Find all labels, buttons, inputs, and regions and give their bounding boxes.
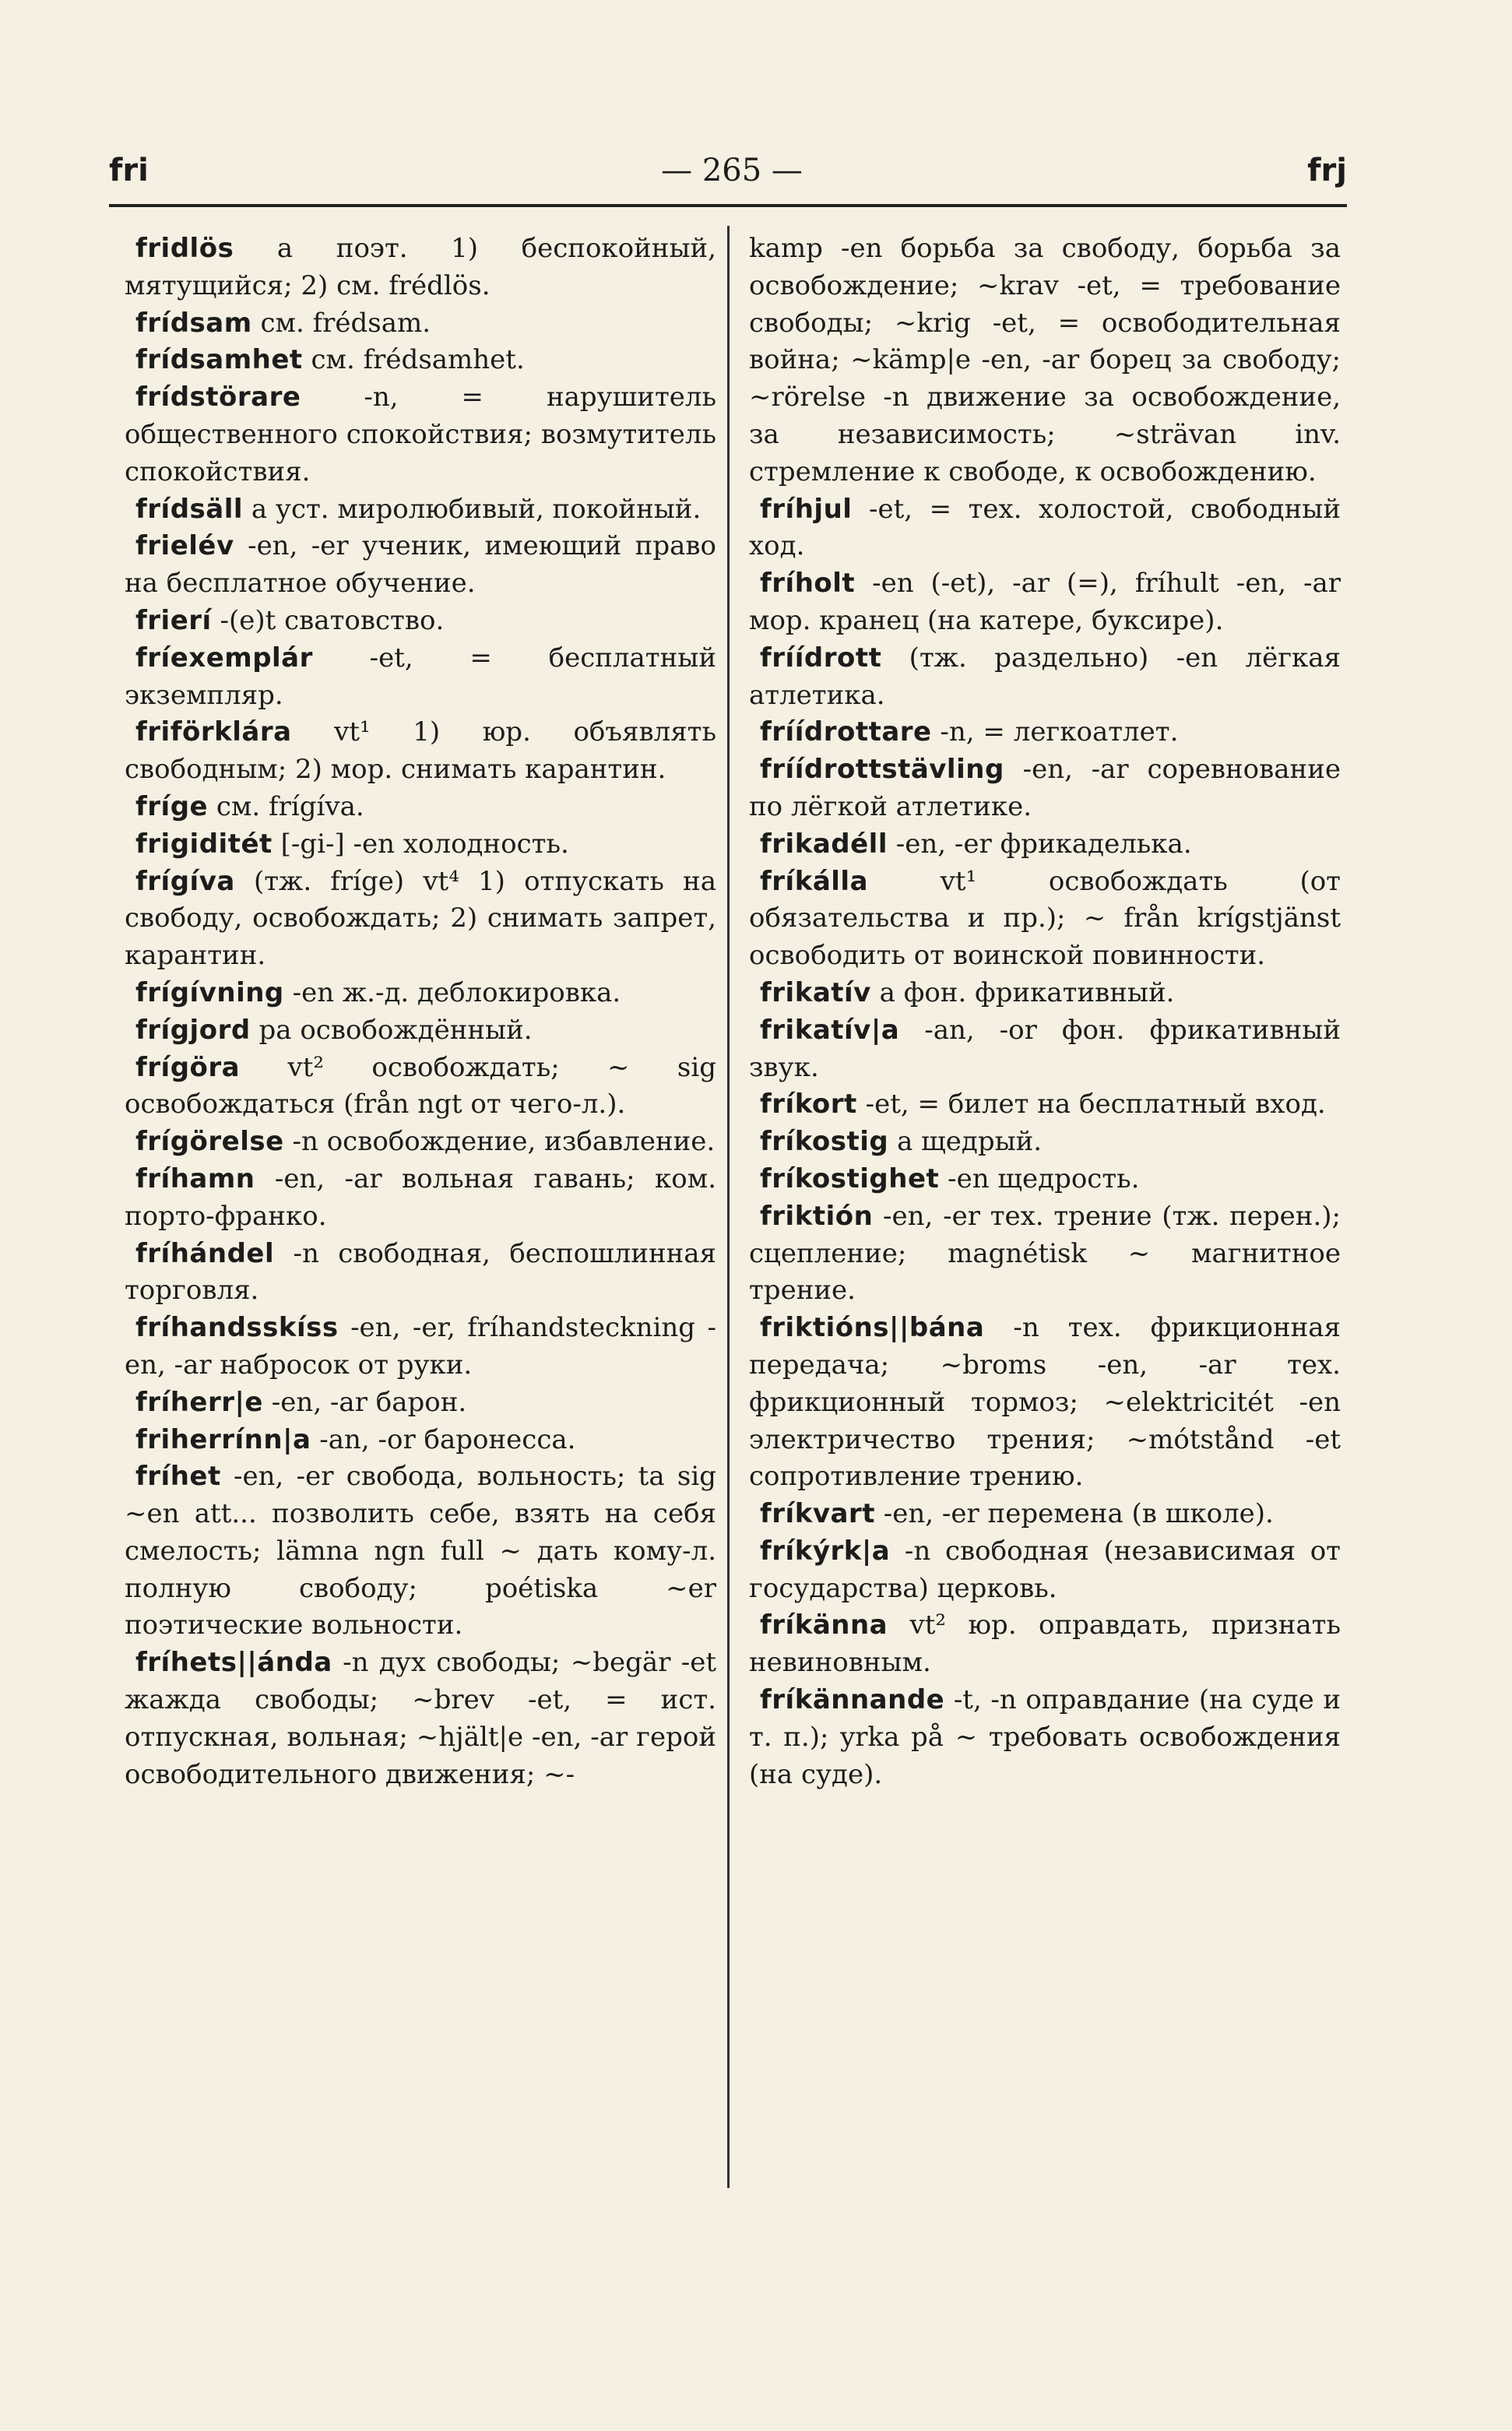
dictionary-entry (125, 342, 716, 379)
column-divider (727, 226, 730, 2188)
entry-definition: vt¹ освобождать (от обязательства и пр.); ~ från krígstjänst освободить от воинской повинности. (749, 865, 1341, 972)
entry-headword: frídstörare (135, 382, 301, 413)
entry-definition: -et, = бесплатный экземпляр. (125, 642, 716, 711)
entry-definition: (тж. раздельно) -en лёгкая атлетика. (749, 642, 1341, 711)
page-number: — 265 — (661, 153, 803, 188)
entry-definition: a щедрый. (888, 1126, 1043, 1158)
entry-headword: fríkännande (760, 1684, 945, 1716)
dictionary-entry (749, 230, 1341, 491)
dictionary-entry (125, 1422, 716, 1459)
entry-definition: -et, = тех. холостой, свободный ход. (749, 493, 1341, 562)
dictionary-entry (749, 864, 1341, 975)
dictionary-entry (749, 1124, 1341, 1161)
dictionary-entry (125, 1310, 716, 1384)
entry-definition: -en, -ar вольная гавань; ком. порто-франко. (125, 1163, 716, 1232)
entry-definition: -et, = билет на бесплатный вход. (856, 1089, 1326, 1121)
entry-headword: fríkýrk|a (760, 1535, 891, 1567)
entry-headword: frikadéll (760, 828, 888, 860)
dictionary-entry (749, 565, 1341, 640)
entry-definition: -n свободная, беспошлинная торговля. (125, 1237, 716, 1307)
dictionary-entry (749, 1198, 1341, 1310)
entry-definition: -en, -ar барон. (263, 1386, 467, 1418)
entry-definition: -n, = легкоатлет. (931, 716, 1179, 748)
dictionary-entry (749, 1012, 1341, 1087)
entry-headword: fríge (135, 790, 209, 822)
entry-definition: -n освобождение, избавление. (283, 1126, 716, 1158)
entry-definition: -en, -er ученик, имеющий право на бесплатное обучение. (125, 530, 716, 600)
entry-headword: frielév (135, 530, 234, 562)
entry-definition: vt¹ 1) юр. объявлять свободным; 2) мор. снимать карантин. (125, 716, 716, 786)
entry-definition: -en, -er фрикаделька. (887, 828, 1192, 860)
dictionary-entry (125, 379, 716, 491)
entry-definition: см. frédsamhet. (302, 344, 525, 376)
entry-definition: -en, -ar соревнование по лёгкой атлетике. (749, 754, 1341, 822)
dictionary-entry (125, 789, 716, 826)
dictionary-entry (749, 1161, 1341, 1198)
dictionary-entry (749, 714, 1341, 751)
entry-headword: fríkostig (760, 1126, 889, 1158)
dictionary-entry (125, 603, 716, 640)
dictionary-entry (125, 714, 716, 789)
entry-headword: fríkostighet (760, 1163, 940, 1194)
entry-headword: frídsamhet (135, 344, 303, 376)
entry-headword: fríídrott (760, 642, 882, 674)
entry-definition: -(e)t сватовство. (211, 604, 445, 636)
entry-headword: frídsäll (135, 493, 244, 525)
entry-definition: -t, -n оправдание (на суде и т. п.); yrka på ~ требовать освобождения (на суде). (749, 1684, 1341, 1790)
entry-definition: -en, -er тех. трение (тж. перен.); сцепление; magnétisk ~ магнитное трение. (749, 1200, 1341, 1307)
entry-definition: a уст. миролюбивый, покойный. (243, 493, 701, 525)
left-column (125, 230, 716, 1793)
entry-headword: frigiditét (135, 828, 273, 860)
entry-headword: frígjord (135, 1014, 251, 1046)
entry-headword: fríexemplár (135, 642, 313, 674)
dictionary-entry (125, 975, 716, 1012)
entry-headword: fríhjul (760, 493, 853, 525)
entry-headword: fríkálla (760, 865, 869, 897)
entry-definition: -an, -or баронесса. (311, 1423, 576, 1455)
entry-headword: friherrínn|a (135, 1423, 311, 1455)
entry-headword: fríkvart (760, 1498, 875, 1530)
entry-definition: -n тех. фрикционная передача; ~broms -en, -ar тех. фрикционный тормоз; ~elektricitét -en электричество трения; ~mótstånd -et сопротивление трению. (749, 1312, 1341, 1493)
entry-definition: -en (-et), -ar (=), fríhult -en, -ar мор. кранец (на катере, буксире). (749, 568, 1341, 636)
dictionary-entry (125, 1012, 716, 1050)
entry-definition: -en, -er свобода, вольность; ta sig ~en att... позволить себе, взять на себя смелость; lämna ngn full ~ дать кому-л. полную свободу; poétiska ~er поэтические вольности. (125, 1461, 716, 1641)
entry-headword: fríholt (760, 568, 856, 600)
dictionary-entry (749, 1607, 1341, 1682)
entry-definition: -en, -er, fríhandsteckning -en, -ar набросок от руки. (125, 1312, 716, 1381)
entry-headword: frígörelse (135, 1126, 284, 1158)
dictionary-entry (749, 751, 1341, 826)
dictionary-entry (125, 305, 716, 343)
entry-headword: fríhándel (135, 1237, 275, 1269)
guide-word-right: frj (1307, 153, 1347, 188)
page-header (109, 153, 1347, 199)
entry-headword: friktións||bána (760, 1312, 985, 1344)
dictionary-entry (125, 1236, 716, 1310)
guide-word-left: fri (109, 153, 149, 188)
dictionary-entry (125, 1161, 716, 1236)
entry-headword: fridlös (135, 233, 234, 264)
dictionary-entry (749, 1533, 1341, 1608)
entry-definition: -en, -er перемена (в школе). (874, 1498, 1274, 1530)
dictionary-entry (125, 528, 716, 603)
entry-headword: fríídrottare (760, 716, 932, 748)
dictionary-entry (125, 640, 716, 715)
entry-headword: friförklára (135, 716, 292, 748)
entry-headword: fríherr|e (135, 1386, 263, 1418)
entry-definition: -an, -or фон. фрикативный звук. (749, 1014, 1341, 1083)
dictionary-entry (125, 1645, 716, 1793)
entry-headword: frikatív|a (760, 1014, 900, 1046)
entry-headword: frígíva (135, 865, 235, 897)
entry-definition: pa освобождённый. (250, 1014, 533, 1046)
entry-headword: fríhandsskíss (135, 1312, 339, 1344)
dictionary-entry (125, 491, 716, 529)
entry-headword: frígöra (135, 1051, 241, 1083)
header-rule (109, 204, 1347, 207)
entry-headword: friktión (760, 1200, 874, 1232)
dictionary-entry (749, 640, 1341, 715)
entry-definition: [-gi-] -en холодность. (272, 828, 569, 860)
dictionary-entry (749, 1086, 1341, 1124)
entry-definition: см. frédsam. (251, 307, 431, 339)
entry-headword: fríkänna (760, 1610, 888, 1641)
entry-definition: a фон. фрикативный. (870, 976, 1175, 1008)
entry-definition: kamp -en борьба за свободу, борьба за освобождение; ~krav -et, = требование свободы; ~krig -et, = освободительная война; ~kämp|e -en, -ar борец за свободу; ~rörelse -n движение за освобождение, за независимость; ~strävan inv. стремление к свободе, к освобождению. (749, 233, 1341, 487)
dictionary-entry (749, 1496, 1341, 1533)
entry-definition: см. frígíva. (208, 790, 364, 822)
entry-definition: (тж. fríge) vt⁴ 1) отпускать на свободу, освобождать; 2) снимать запрет, карантин. (125, 865, 716, 972)
dictionary-entry (125, 1050, 716, 1124)
entry-definition: -en щедрость. (939, 1163, 1140, 1194)
entry-definition: -en ж.-д. деблокировка. (283, 976, 621, 1008)
entry-headword: frikatív (760, 976, 871, 1008)
entry-headword: fríhamn (135, 1163, 255, 1194)
dictionary-entry (749, 826, 1341, 864)
entry-definition: -n, = нарушитель общественного спокойствия; возмутитель спокойствия. (125, 382, 716, 487)
dictionary-entry (125, 1458, 716, 1645)
entry-headword: frídsam (135, 307, 252, 339)
right-column (749, 230, 1341, 1793)
entry-headword: fríkort (760, 1089, 857, 1121)
entry-definition: a поэт. 1) беспокойный, мятущийся; 2) см. frédlös. (125, 233, 716, 301)
dictionary-entry (125, 1124, 716, 1161)
entry-definition: vt² освобождать; ~ sig освобождаться (från ngt от чего-л.). (125, 1051, 716, 1121)
dictionary-entry (125, 826, 716, 864)
dictionary-entry (125, 1384, 716, 1422)
dictionary-entry (749, 491, 1341, 566)
entry-headword: fríhet (135, 1461, 221, 1493)
entry-headword: fríídrottstävling (760, 754, 1004, 786)
entry-definition: vt² юр. оправдать, признать невиновным. (749, 1610, 1341, 1679)
dictionary-entry (125, 230, 716, 305)
entry-definition: -n свободная (независимая от государства) церковь. (749, 1535, 1341, 1604)
dictionary-entry (749, 975, 1341, 1012)
dictionary-entry (125, 864, 716, 975)
entry-definition: -n дух свободы; ~begär -et жажда свободы; ~brev -et, = ист. отпускная, вольная; ~hjält|e -en, -ar герой освободительного движения; ~- (125, 1647, 716, 1790)
entry-headword: frierí (135, 604, 212, 636)
entry-headword: fríhets||ánda (135, 1647, 332, 1679)
dictionary-entry (749, 1682, 1341, 1793)
dictionary-entry (749, 1310, 1341, 1496)
entry-headword: frígívning (135, 976, 284, 1008)
